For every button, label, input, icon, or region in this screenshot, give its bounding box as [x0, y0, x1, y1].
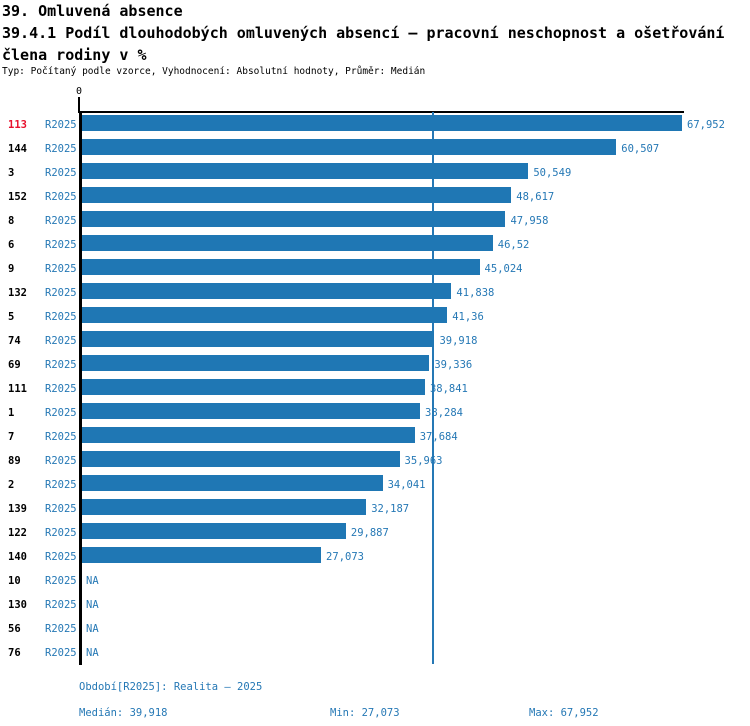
- row-category-label: 56: [8, 623, 21, 635]
- bar-row: [0, 329, 750, 353]
- row-series-label: R2025: [45, 191, 77, 203]
- bar-value-label: 41,838: [456, 287, 495, 299]
- bar-value-label: 38,284: [425, 407, 463, 419]
- bar-row: [0, 209, 750, 233]
- row-category-label: 2: [8, 479, 15, 491]
- row-series-label: R2025: [45, 119, 77, 131]
- bar-row: [0, 641, 750, 665]
- bar[interactable]: [82, 331, 434, 347]
- bar-row: [0, 161, 750, 185]
- row-category-label: 76: [8, 647, 21, 659]
- row-series-label: R2025: [45, 455, 77, 467]
- row-series-label: R2025: [45, 431, 77, 443]
- row-category-label: 74: [8, 335, 21, 347]
- bar[interactable]: [82, 235, 493, 251]
- row-category-label: 6: [8, 239, 15, 251]
- bar-value-label: 38,841: [429, 383, 468, 395]
- row-series-label: R2025: [45, 623, 77, 635]
- row-category-label: 152: [8, 191, 27, 203]
- footer-min: Min: 27,073: [330, 707, 400, 719]
- row-series-label: R2025: [45, 647, 77, 659]
- bar-value-label: 48,617: [516, 191, 555, 203]
- row-series-label: R2025: [45, 479, 77, 491]
- bar-row: [0, 425, 750, 449]
- footer-period: Období[R2025]: Realita – 2025: [79, 681, 263, 693]
- row-category-label: 69: [8, 359, 21, 371]
- row-category-label: 8: [8, 215, 15, 227]
- bar-value-label: 29,887: [350, 527, 389, 539]
- row-series-label: R2025: [45, 527, 77, 539]
- row-series-label: R2025: [45, 263, 77, 275]
- row-series-label: R2025: [45, 551, 77, 563]
- chart-title-line1: 39.4.1 Podíl dlouhodobých omluvených absencí – pracovní neschopnost a ošetřování: [2, 24, 725, 42]
- bar-value-label: 35,963: [404, 455, 443, 467]
- bar[interactable]: [82, 187, 511, 203]
- bar-value-label: 45,024: [484, 263, 523, 275]
- bar-value-label: 27,073: [326, 551, 364, 563]
- bar-value-label: 34,041: [387, 479, 426, 491]
- row-series-label: R2025: [45, 311, 77, 323]
- bar-row: [0, 569, 750, 593]
- row-category-label: 7: [8, 431, 15, 443]
- row-series-label: R2025: [45, 383, 77, 395]
- row-series-label: R2025: [45, 335, 77, 347]
- row-category-label: 9: [8, 263, 15, 275]
- x-axis-zero-label: 0: [75, 86, 83, 97]
- bar[interactable]: [82, 523, 346, 539]
- row-series-label: R2025: [45, 215, 77, 227]
- bar-row: [0, 281, 750, 305]
- bar-value-label: 32,187: [371, 503, 410, 515]
- bar[interactable]: [82, 475, 383, 491]
- bar-row: [0, 113, 750, 137]
- report-title: 39. Omluvená absence: [2, 2, 183, 20]
- row-category-label: 111: [8, 383, 27, 395]
- bar[interactable]: [82, 163, 528, 179]
- chart-subtitle: Typ: Počítaný podle vzorce, Vyhodnocení: Absolutní hodnoty, Průměr: Medián: [2, 66, 426, 77]
- row-series-label: R2025: [45, 287, 77, 299]
- bar-row: [0, 521, 750, 545]
- bar-row: [0, 617, 750, 641]
- bar-value-label: NA: [86, 623, 99, 635]
- row-category-label: 140: [8, 551, 27, 563]
- bar-row: [0, 593, 750, 617]
- bar[interactable]: [82, 451, 400, 467]
- bar[interactable]: [82, 139, 616, 155]
- row-category-label: 113: [8, 119, 27, 131]
- bar-row: [0, 449, 750, 473]
- bar-row: [0, 233, 750, 257]
- bar[interactable]: [82, 547, 321, 563]
- bar[interactable]: [82, 259, 480, 275]
- chart-title-line2: člena rodiny v %: [2, 46, 147, 64]
- bar-row: [0, 185, 750, 209]
- row-series-label: R2025: [45, 167, 77, 179]
- row-category-label: 5: [8, 311, 15, 323]
- bar-row: [0, 401, 750, 425]
- row-category-label: 10: [8, 575, 21, 587]
- row-category-label: 139: [8, 503, 27, 515]
- row-series-label: R2025: [45, 359, 77, 371]
- bar-row: [0, 257, 750, 281]
- bar-value-label: 47,958: [510, 215, 549, 227]
- bar-value-label: 37,684: [419, 431, 458, 443]
- row-series-label: R2025: [45, 407, 77, 419]
- bar-row: [0, 353, 750, 377]
- bar[interactable]: [82, 427, 415, 443]
- row-category-label: 132: [8, 287, 27, 299]
- row-category-label: 89: [8, 455, 21, 467]
- bar-value-label: NA: [86, 575, 99, 587]
- row-series-label: R2025: [45, 239, 77, 251]
- row-category-label: 144: [8, 143, 27, 155]
- row-category-label: 3: [8, 167, 15, 179]
- bar-value-label: 46,52: [497, 239, 530, 251]
- row-series-label: R2025: [45, 143, 77, 155]
- bar-value-label: 50,549: [533, 167, 572, 179]
- bar-value-label: NA: [86, 599, 99, 611]
- bar-row: [0, 473, 750, 497]
- footer-median: Medián: 39,918: [79, 707, 168, 719]
- row-series-label: R2025: [45, 575, 77, 587]
- row-category-label: 130: [8, 599, 27, 611]
- bar-value-label: 67,952: [687, 119, 725, 131]
- bar-value-label: 41,36: [452, 311, 484, 323]
- bar-row: [0, 377, 750, 401]
- bar-value-label: 39,336: [434, 359, 473, 371]
- bar[interactable]: [82, 307, 447, 323]
- row-series-label: R2025: [45, 503, 77, 515]
- bar-row: [0, 497, 750, 521]
- bar-value-label: 39,918: [439, 335, 478, 347]
- bar[interactable]: [82, 403, 420, 419]
- bar-value-label: 60,507: [621, 143, 660, 155]
- row-category-label: 1: [8, 407, 15, 419]
- row-category-label: 122: [8, 527, 27, 539]
- bar[interactable]: [82, 379, 425, 395]
- bar[interactable]: [82, 211, 505, 227]
- bar[interactable]: [82, 115, 682, 131]
- bar-row: [0, 137, 750, 161]
- bar[interactable]: [82, 499, 366, 515]
- bar-value-label: NA: [86, 647, 99, 659]
- bar[interactable]: [82, 283, 451, 299]
- bar-row: [0, 305, 750, 329]
- bar-row: [0, 545, 750, 569]
- footer-max: Max: 67,952: [529, 707, 599, 719]
- row-series-label: R2025: [45, 599, 77, 611]
- bar[interactable]: [82, 355, 429, 371]
